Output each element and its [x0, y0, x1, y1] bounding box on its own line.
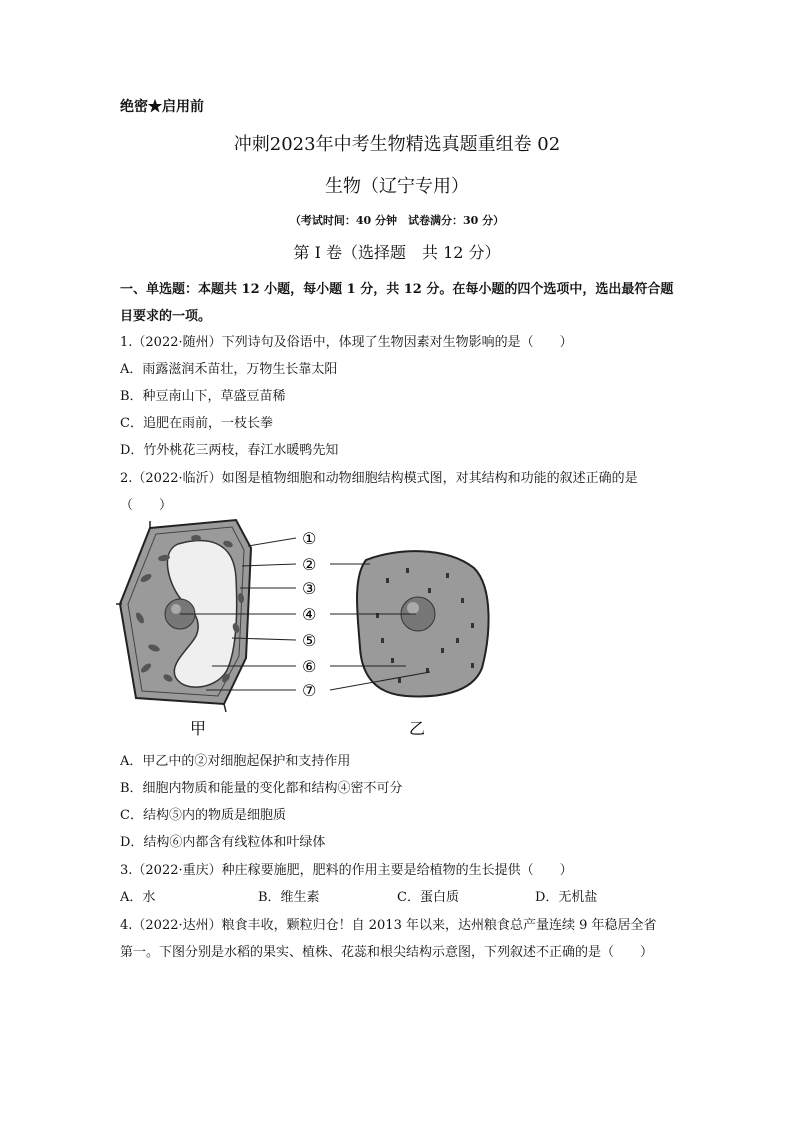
figure-caption-jia: 甲: [190, 719, 207, 738]
figure-label-7: ⑦: [302, 681, 317, 700]
question-4-stem-cont: 第一。下图分别是水稻的果实、植株、花蕊和根尖结构示意图，下列叙述不正确的是（ ）: [120, 945, 654, 960]
question-2-stem: 2.（2022·临沂）如图是植物细胞和动物细胞结构模式图，对其结构和功能的叙述正确的是: [120, 471, 638, 486]
animal-cell: [357, 551, 489, 696]
question-1-option-d: D．竹外桃花三两枝，春江水暖鸭先知: [120, 443, 339, 458]
question-2-option-a: A．甲乙中的②对细胞起保护和支持作用: [120, 754, 351, 769]
plant-cell: [116, 520, 251, 712]
question-2-stem-cont: （ ）: [120, 498, 173, 513]
figure-label-4: ④: [302, 605, 317, 624]
figure-label-3: ③: [302, 579, 317, 598]
figure-label-5: ⑤: [302, 631, 317, 650]
exam-info: （考试时间：40 分钟 试卷满分：30 分）: [289, 214, 505, 227]
figure-label-1: ①: [302, 529, 317, 548]
question-4-stem: 4.（2022·达州）粮食丰收，颗粒归仓！自 2013 年以来，达州粮食总产量连续 9 年稳居全省: [120, 918, 657, 933]
confidential-mark: 绝密★启用前: [120, 99, 204, 115]
question-2-option-c: C．结构⑤内的物质是细胞质: [120, 808, 286, 823]
paper-subtitle: 生物（辽宁专用）: [325, 176, 469, 197]
section-heading: 第 I 卷（选择题 共 12 分）: [293, 243, 501, 262]
question-3-option-c: C．蛋白质: [397, 890, 459, 905]
question-2-option-b: B．细胞内物质和能量的变化都和结构④密不可分: [120, 781, 403, 796]
figure-caption-yi: 乙: [409, 719, 426, 738]
cell-structure-figure: [116, 518, 496, 744]
figure-label-2: ②: [302, 555, 317, 574]
paper-title: 冲刺2023年中考生物精选真题重组卷 02: [233, 134, 561, 155]
question-2-option-d: D．结构⑥内都含有线粒体和叶绿体: [120, 835, 326, 850]
question-3-option-d: D．无机盐: [535, 890, 598, 905]
question-3-option-a: A．水: [120, 890, 156, 905]
question-1-option-a: A．雨露滋润禾苗壮，万物生长靠太阳: [120, 362, 338, 377]
figure-label-6: ⑥: [302, 657, 317, 676]
question-1-stem: 1.（2022·随州）下列诗句及俗语中，体现了生物因素对生物影响的是（ ）: [120, 335, 573, 350]
question-3-option-b: B．维生素: [258, 890, 320, 905]
question-3-stem: 3.（2022·重庆）种庄稼要施肥，肥料的作用主要是给植物的生长提供（ ）: [120, 863, 573, 878]
question-1-option-c: C．追肥在雨前，一枝长拳: [120, 416, 273, 431]
question-1-option-b: B．种豆南山下，草盛豆苗稀: [120, 389, 286, 404]
section-instruction: 一、单选题：本题共 12 小题，每小题 1 分，共 12 分。在每小题的四个选项中，选出最符合题目要求的一项。: [120, 282, 674, 324]
